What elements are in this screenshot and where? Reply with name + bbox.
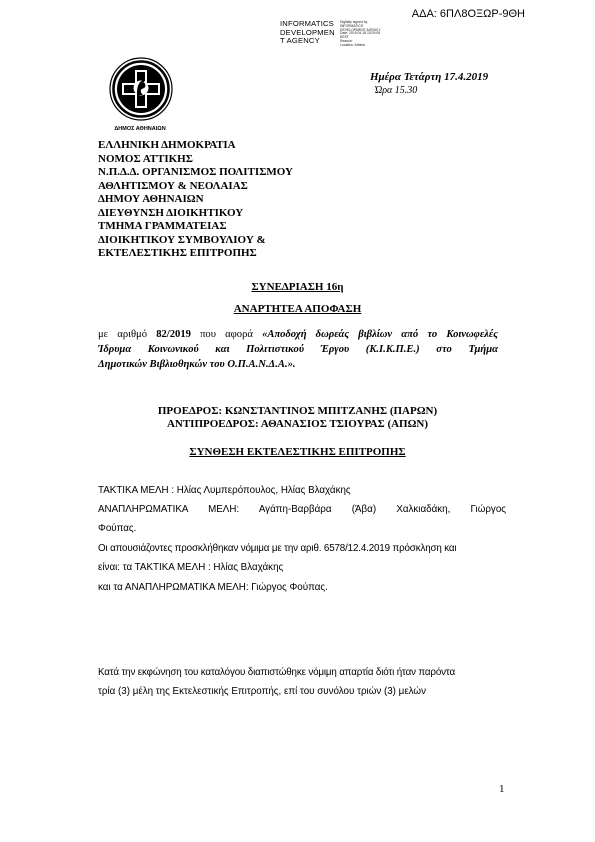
ada-code: ΑΔΑ: 6ΠΛ8ΟΞΩΡ-9ΘΗ [411, 8, 525, 20]
header-line: ΑΘΛΗΤΙΣΜΟΥ & ΝΕΟΛΑΙΑΣ [98, 179, 248, 192]
municipality-logo [106, 55, 176, 130]
header-line: ΤΜΗΜΑ ΓΡΑΜΜΑΤΕΙΑΣ [98, 220, 227, 232]
regular-members: ΤΑΚΤΙΚΑ ΜΕΛΗ : Ηλίας Λυμπερόπουλος, Ηλίας Βλαχάκης [98, 485, 351, 496]
athena-seal-icon [106, 55, 176, 130]
stamp-line: DEVELOPMEN [280, 27, 335, 37]
decision-title: ΑΝΑΡΤΗΤΕΑ ΑΠΟΦΑΣΗ [233, 303, 362, 315]
alternate-members-line-2: Φούπας. [98, 523, 137, 534]
header-line: ΝΟΜΟΣ ΑΤΤΙΚΗΣ [98, 152, 193, 165]
absent-members-line-3: και τα ΑΝΑΠΛΗΡΩΜΑΤΙΚΑ ΜΕΛΗ: Γιώργος Φούπας. [98, 582, 328, 593]
subject-text-2: Ίδρυμα Κοινωνικού και Πολιτιστικού Έργου (Κ.Ι.Κ.Π.Ε.) στο Τμήμα [98, 344, 498, 355]
issuing-authority-header [98, 139, 293, 261]
stamp-signature-details: Digitally signed by INFORMATICS DEVELOPMENT AGENCY Date: 2019.04.18 15:29:05 EEST Reason: Location: Athens [340, 20, 381, 47]
header-line: ΔΙΟΙΚΗΤΙΚΟΥ ΣΥΜΒΟΥΛΙΟΥ & [98, 233, 266, 246]
subject-text-3: Δημοτικών Βιβλιοθηκών του Ο.Π.Α.Ν.Δ.Α.». [98, 359, 296, 370]
page-number: 1 [499, 783, 505, 795]
absent-members-line-2: είναι: τα ΤΑΚΤΙΚΑ ΜΕΛΗ : Ηλίας Βλαχάκης [98, 562, 284, 573]
president-line: ΠΡΟΕΔΡΟΣ: ΚΩΝΣΤΑΝΤΙΝΟΣ ΜΠΙΤΖΑΝΗΣ (ΠΑΡΩΝ) [157, 405, 438, 417]
stamp-line: T AGENCY [280, 36, 320, 46]
subject-text-1: «Αποδοχή δωρεάς βιβλίων από το Κοινωφελές [262, 329, 498, 340]
alternate-members-line-1: ΑΝΑΠΛΗΡΩΜΑΤΙΚΑ ΜΕΛΗ: Αγάπη-Βαρβάρα (Άβα) Χαλκιαδάκη, Γιώργος [98, 504, 506, 515]
subject-middle: που αφορά [200, 329, 253, 340]
logo-caption: ΔΗΜΟΣ ΑΘΗΝΑΙΩΝ [114, 126, 166, 132]
quorum-line-2: τρία (3) μέλη της Εκτελεστικής Επιτροπής, επί του συνόλου τριών (3) μελών [98, 686, 426, 697]
absent-members-line-1: Οι απουσιάζοντες προσκλήθηκαν νόμιμα με την αριθ. 6578/12.4.2019 πρόσκληση και [98, 543, 457, 554]
header-line: ΔΗΜΟΥ ΑΘΗΝΑΙΩΝ [98, 193, 204, 205]
decision-subject [98, 327, 498, 372]
composition-title: ΣΥΝΘΕΣΗ ΕΚΤΕΛΕΣΤΙΚΗΣ ΕΠΙΤΡΟΠΗΣ [189, 446, 406, 458]
digital-signature-stamp [280, 20, 400, 50]
meeting-date: Ημέρα Τετάρτη 17.4.2019 [370, 71, 489, 83]
meeting-time: Ώρα 15.30 [375, 85, 418, 96]
quorum-line-1: Κατά την εκφώνηση του καταλόγου διαπιστώθηκε νόμιμη απαρτία διότι ήταν παρόντα [98, 667, 455, 678]
session-title: ΣΥΝΕΔΡΙΑΣΗ 16η [251, 281, 344, 293]
subject-line-2 [98, 342, 498, 357]
stamp-line: INFORMATICS [280, 19, 334, 28]
decision-number: 82/2019 [156, 329, 191, 340]
header-line: Ν.Π.Δ.Δ. ΟΡΓΑΝΙΣΜΟΣ ΠΟΛΙΤΙΣΜΟΥ [98, 166, 293, 178]
header-line: ΕΛΛΗΝΙΚΗ ΔΗΜΟΚΡΑΤΙΑ [98, 139, 236, 151]
vice-president-line: ΑΝΤΙΠΡΟΕΔΡΟΣ: ΑΘΑΝΑΣΙΟΣ ΤΣΙΟΥΡΑΣ (ΑΠΩΝ) [166, 418, 429, 430]
subject-prefix: με αριθμό [98, 329, 148, 340]
subject-line-1 [98, 327, 498, 342]
header-line: ΔΙΕΥΘΥΝΣΗ ΔΙΟΙΚΗΤΙΚΟΥ [98, 206, 244, 219]
subject-line-3 [98, 357, 498, 372]
header-line: ΕΚΤΕΛΕΣΤΙΚΗΣ ΕΠΙΤΡΟΠΗΣ [98, 247, 257, 259]
